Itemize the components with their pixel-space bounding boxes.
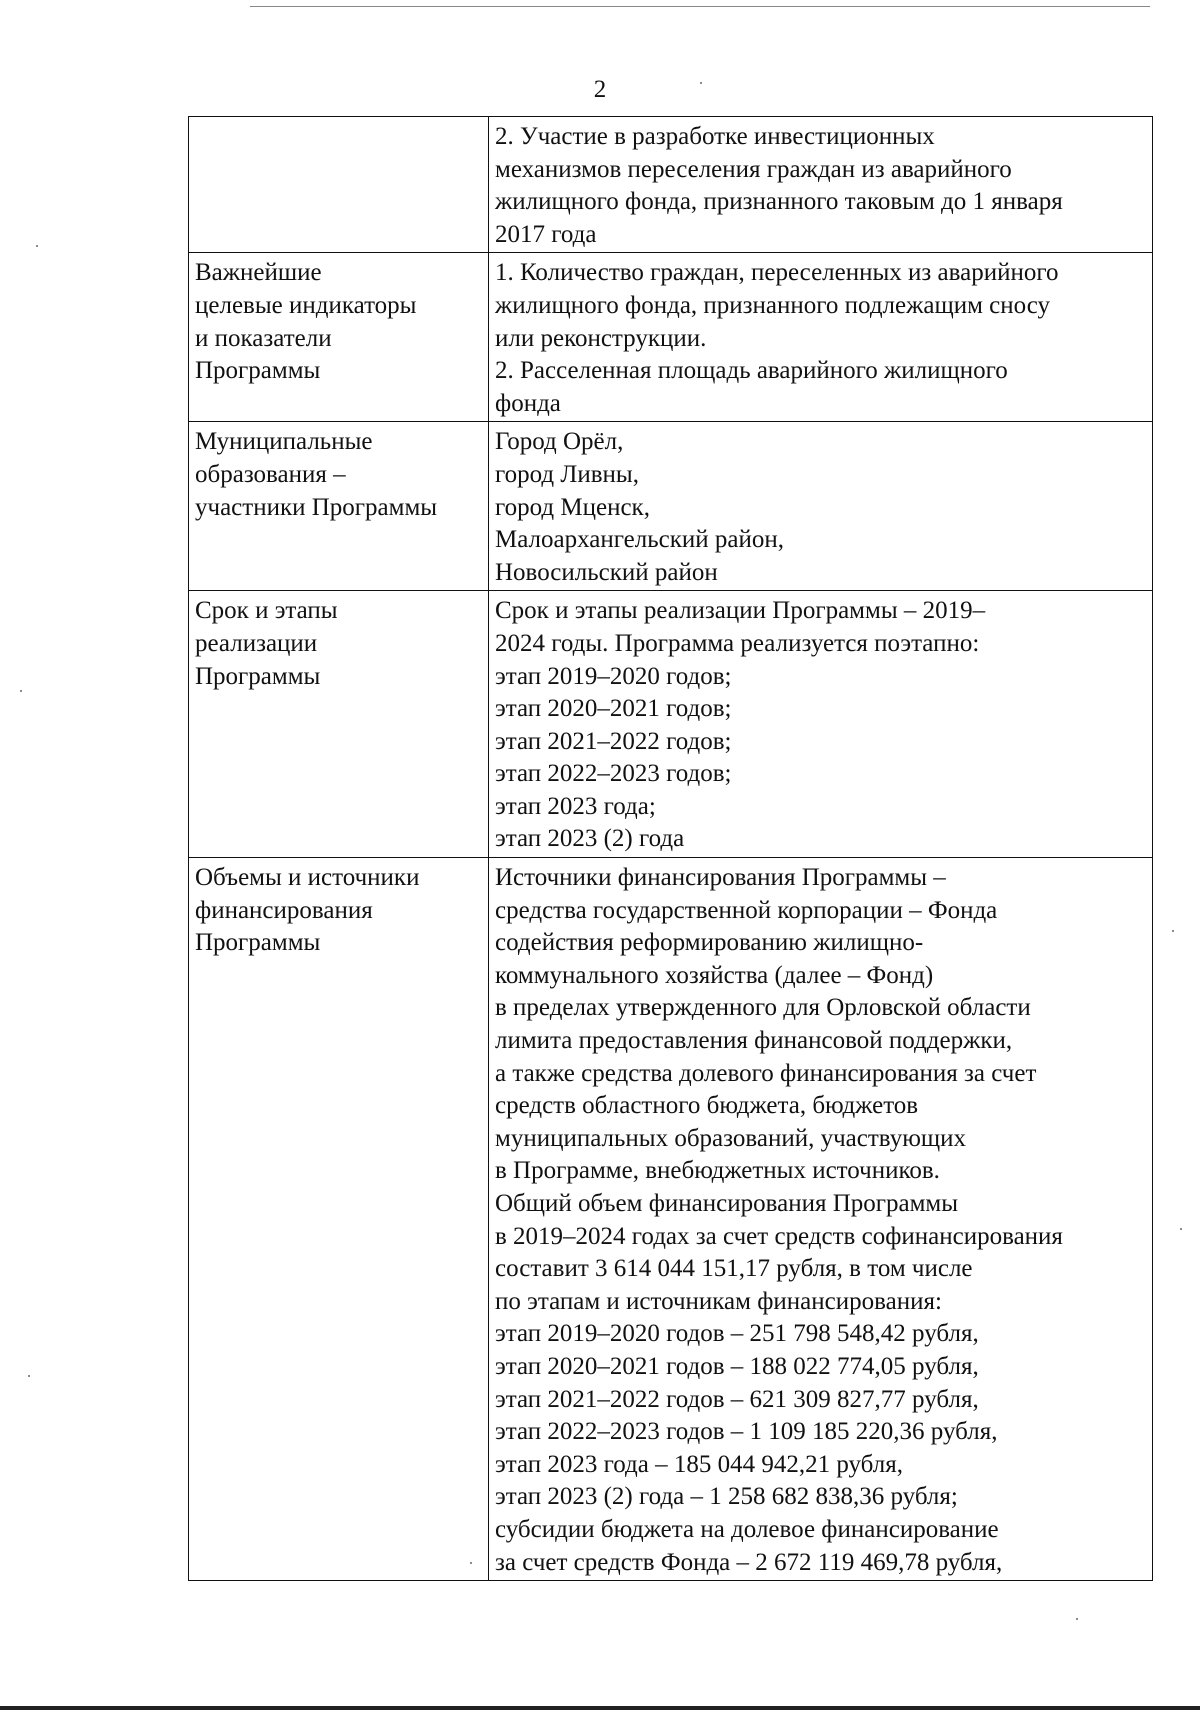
content-line: 2. Участие в разработке инвестиционных: [495, 123, 935, 150]
content-line: этап 2021–2022 годов;: [495, 727, 732, 755]
content-line: жилищного фонда, признанного таковым до 1 января: [495, 188, 1063, 216]
content-line: за счет средств Фонда – 2 672 119 469,78 рубля,: [495, 1548, 1003, 1576]
content-line: а также средства долевого финансирования за счет: [495, 1059, 1037, 1087]
label-line: Муниципальные: [195, 428, 373, 456]
label-line: Важнейшие: [195, 259, 322, 287]
content-line: 2. Расселенная площадь аварийного жилищного: [495, 357, 1008, 385]
scan-speck: [470, 1562, 472, 1564]
content-line: коммунального хозяйства (далее – Фонд): [495, 961, 934, 989]
row-label-cell: [189, 858, 489, 1581]
scan-speck: [28, 1375, 30, 1377]
scan-speck: [20, 690, 22, 692]
content-line: 2024 годы. Программа реализуется поэтапно:: [495, 629, 980, 657]
content-line: этап 2019–2020 годов;: [495, 662, 732, 690]
content-line: этап 2023 (2) года – 1 258 682 838,36 рубля;: [495, 1483, 958, 1511]
table-row: [189, 858, 1153, 1581]
table-row: [189, 591, 1153, 858]
content-line: этап 2023 года;: [495, 792, 656, 820]
content-line: составит 3 614 044 151,17 рубля, в том числе: [495, 1255, 973, 1283]
row-content-cell: [489, 422, 1153, 591]
row-label-cell: [189, 591, 489, 858]
label-line: Программы: [195, 357, 321, 385]
program-passport-table: [188, 116, 1153, 1581]
content-line: жилищного фонда, признанного подлежащим сносу: [495, 291, 1051, 319]
label-line: Программы: [195, 929, 321, 957]
content-line: этап 2022–2023 годов – 1 109 185 220,36 рубля,: [495, 1418, 998, 1446]
row-label-cell: [189, 422, 489, 591]
row-content-cell: [489, 858, 1153, 1581]
label-line: и показатели: [195, 324, 332, 352]
label-line: Объемы и источники: [195, 864, 420, 892]
label-line: Программы: [195, 662, 321, 690]
scan-speck: [700, 82, 702, 84]
scan-speck: [1180, 1228, 1182, 1230]
content-line: по этапам и источникам финансирования:: [495, 1287, 942, 1315]
content-line: этап 2020–2021 годов – 188 022 774,05 рубля,: [495, 1352, 979, 1380]
content-line: или реконструкции.: [495, 324, 707, 352]
scan-speck: [36, 245, 38, 247]
content-line: в Программе, внебюджетных источников.: [495, 1157, 940, 1185]
content-line: механизмов переселения граждан из аварийного: [495, 155, 1012, 183]
label-line: реализации: [195, 629, 318, 657]
page-number: 2: [593, 76, 607, 103]
row-content-cell: [489, 591, 1153, 858]
label-line: Срок и этапы: [195, 597, 338, 625]
content-line: Город Орёл,: [495, 428, 624, 456]
content-line: 2017 года: [495, 220, 597, 248]
label-line: целевые индикаторы: [195, 291, 417, 319]
content-line: 1. Количество граждан, переселенных из аварийного: [495, 259, 1059, 287]
content-line: Новосильский район: [495, 558, 718, 586]
content-line: содействия реформированию жилищно-: [495, 929, 924, 957]
content-line: в 2019–2024 годах за счет средств софинансирования: [495, 1222, 1063, 1250]
content-line: Малоархангельский район,: [495, 526, 785, 554]
table-row: [189, 117, 1153, 253]
content-line: в пределах утвержденного для Орловской области: [495, 994, 1031, 1022]
content-line: фонда: [495, 389, 561, 417]
label-line: образования –: [195, 460, 346, 488]
content-line: этап 2021–2022 годов – 621 309 827,77 рубля,: [495, 1385, 979, 1413]
content-line: Срок и этапы реализации Программы – 2019–: [495, 597, 986, 625]
scan-speck: [1172, 930, 1174, 932]
content-line: Общий объем финансирования Программы: [495, 1190, 959, 1217]
row-label-cell: [189, 117, 489, 253]
label-line: участники Программы: [195, 493, 438, 521]
row-label-cell: [189, 253, 489, 422]
content-line: муниципальных образований, участвующих: [495, 1124, 967, 1152]
content-line: средства государственной корпорации – Фонда: [495, 896, 998, 924]
scan-speck: [1076, 1618, 1078, 1620]
content-line: субсидии бюджета на долевое финансирование: [495, 1515, 999, 1543]
scan-edge-bottom: [0, 1706, 1200, 1710]
content-line: этап 2023 года – 185 044 942,21 рубля,: [495, 1450, 903, 1478]
content-line: средств областного бюджета, бюджетов: [495, 1092, 919, 1120]
content-line: город Мценск,: [495, 493, 650, 521]
content-line: этап 2022–2023 годов;: [495, 760, 732, 788]
table-row: [189, 253, 1153, 422]
content-line: этап 2019–2020 годов – 251 798 548,42 рубля,: [495, 1320, 979, 1348]
row-content-cell: [489, 253, 1153, 422]
content-line: этап 2020–2021 годов;: [495, 695, 732, 723]
scan-edge-top: [250, 6, 1150, 7]
row-content-cell: [489, 117, 1153, 253]
content-line: лимита предоставления финансовой поддержки,: [495, 1027, 1013, 1055]
content-line: город Ливны,: [495, 460, 639, 488]
content-line: этап 2023 (2) года: [495, 825, 685, 853]
table-row: [189, 422, 1153, 591]
content-line: Источники финансирования Программы –: [495, 864, 946, 892]
label-line: финансирования: [195, 896, 373, 924]
